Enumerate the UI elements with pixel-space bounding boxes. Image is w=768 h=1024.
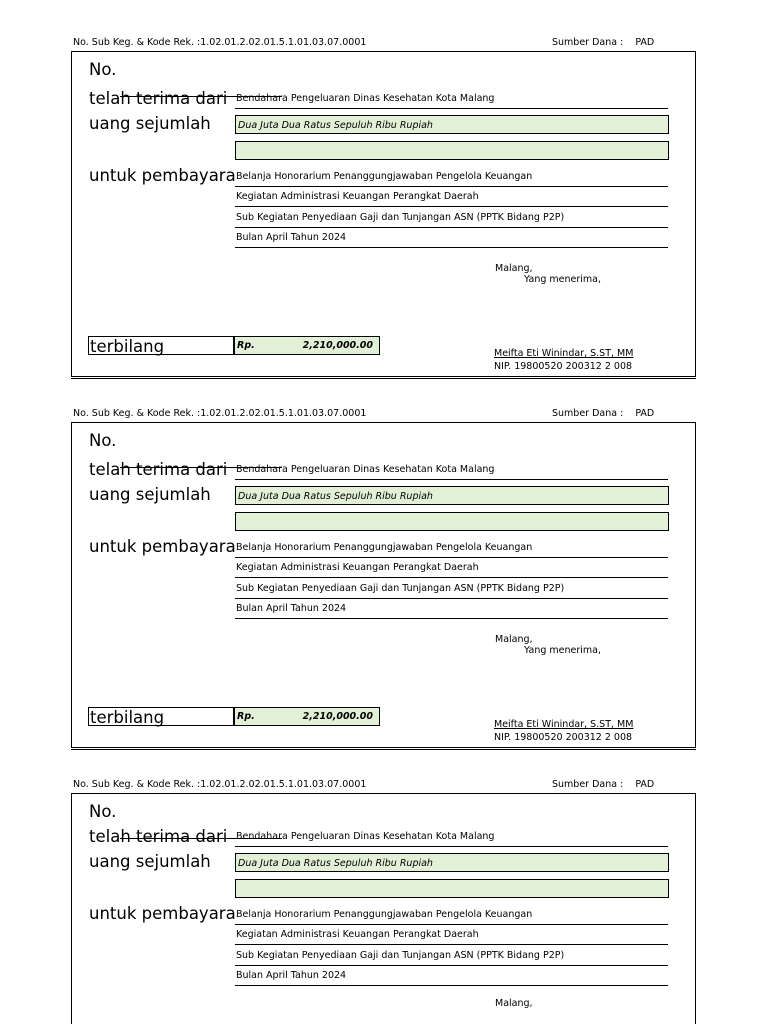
amount-box [234, 707, 380, 726]
label-untuk-pembayaran: untuk pembayara [89, 166, 236, 185]
receipt-2 [0, 408, 768, 779]
currency-label: Rp. [237, 711, 255, 722]
pembayaran-line-2: Kegiatan Administrasi Keuangan Perangkat Daerah [235, 187, 668, 207]
sumber-dana-label: Sumber Dana : [552, 408, 624, 419]
signature-place: Malang, [495, 634, 533, 645]
signature-place: Malang, [495, 998, 533, 1009]
pembayaran-line-2: Kegiatan Administrasi Keuangan Perangkat Daerah [235, 925, 668, 945]
label-no: No. [89, 60, 117, 79]
label-telah-terima: telah terima dari [89, 460, 228, 479]
sumber-dana [552, 408, 654, 419]
jumlah-huruf-field: Dua Juta Dua Ratus Sepuluh Ribu Rupiah [235, 115, 669, 134]
penerima-dari-field: Bendahara Pengeluaran Dinas Kesehatan Kota Malang [235, 89, 668, 109]
label-uang-sejumlah: uang sejumlah [89, 852, 211, 871]
jumlah-huruf-field: Dua Juta Dua Ratus Sepuluh Ribu Rupiah [235, 486, 669, 505]
label-untuk-pembayaran: untuk pembayara [89, 904, 236, 923]
sumber-dana [552, 779, 654, 790]
sumber-dana-value: PAD [635, 37, 655, 48]
signature-nip: NIP. 19800520 200312 2 008 [494, 732, 633, 743]
kode-rekening: No. Sub Keg. & Kode Rek. :1.02.01.2.02.01.5.1.01.03.07.0001 [73, 779, 367, 790]
signature-role: Yang menerima, [524, 645, 601, 656]
pembayaran-line-4: Bulan April Tahun 2024 [235, 228, 668, 248]
jumlah-huruf-field-2 [235, 141, 669, 160]
sumber-dana [552, 37, 654, 48]
pembayaran-line-1: Belanja Honorarium Penanggungjawaban Pengelola Keuangan [235, 905, 668, 925]
receipt-box [71, 422, 696, 748]
penerima-dari-field: Bendahara Pengeluaran Dinas Kesehatan Kota Malang [235, 827, 668, 847]
receipt-box [71, 51, 696, 377]
sumber-dana-value: PAD [635, 408, 655, 419]
amount-box [234, 336, 380, 355]
pembayaran-line-3: Sub Kegiatan Penyediaan Gaji dan Tunjangan ASN (PPTK Bidang P2P) [235, 579, 668, 599]
currency-label: Rp. [237, 340, 255, 351]
jumlah-huruf-field-2 [235, 512, 669, 531]
receipt-1 [0, 37, 768, 408]
jumlah-huruf-field-2 [235, 879, 669, 898]
label-uang-sejumlah: uang sejumlah [89, 485, 211, 504]
kode-rekening: No. Sub Keg. & Kode Rek. :1.02.01.2.02.01.5.1.01.03.07.0001 [73, 37, 367, 48]
pembayaran-line-1: Belanja Honorarium Penanggungjawaban Pengelola Keuangan [235, 538, 668, 558]
pembayaran-line-3: Sub Kegiatan Penyediaan Gaji dan Tunjangan ASN (PPTK Bidang P2P) [235, 208, 668, 228]
pembayaran-line-1: Belanja Honorarium Penanggungjawaban Pengelola Keuangan [235, 167, 668, 187]
sumber-dana-value: PAD [635, 779, 655, 790]
signature-role: Yang menerima, [524, 274, 601, 285]
signature-name: Meifta Eti Winindar, S.ST, MM [494, 348, 634, 359]
receipt-3 [0, 779, 768, 1024]
amount-value: 2,210,000.00 [302, 340, 373, 351]
signature-name: Meifta Eti Winindar, S.ST, MM [494, 719, 634, 730]
pembayaran-line-4: Bulan April Tahun 2024 [235, 599, 668, 619]
penerima-dari-field: Bendahara Pengeluaran Dinas Kesehatan Kota Malang [235, 460, 668, 480]
pembayaran-line-2: Kegiatan Administrasi Keuangan Perangkat Daerah [235, 558, 668, 578]
pembayaran-line-3: Sub Kegiatan Penyediaan Gaji dan Tunjangan ASN (PPTK Bidang P2P) [235, 946, 668, 966]
receipt-box [71, 793, 696, 1024]
label-terbilang: terbilang [88, 707, 234, 726]
sumber-dana-label: Sumber Dana : [552, 779, 624, 790]
signature-nip: NIP. 19800520 200312 2 008 [494, 361, 633, 372]
signature-place: Malang, [495, 263, 533, 274]
receipt-separator [71, 378, 696, 379]
label-terbilang: terbilang [88, 336, 234, 355]
pembayaran-line-4: Bulan April Tahun 2024 [235, 966, 668, 986]
label-untuk-pembayaran: untuk pembayara [89, 537, 236, 556]
receipt-separator [71, 749, 696, 750]
label-uang-sejumlah: uang sejumlah [89, 114, 211, 133]
label-telah-terima: telah terima dari [89, 89, 228, 108]
label-no: No. [89, 802, 117, 821]
label-no: No. [89, 431, 117, 450]
kode-rekening: No. Sub Keg. & Kode Rek. :1.02.01.2.02.01.5.1.01.03.07.0001 [73, 408, 367, 419]
amount-value: 2,210,000.00 [302, 711, 373, 722]
label-telah-terima: telah terima dari [89, 827, 228, 846]
sumber-dana-label: Sumber Dana : [552, 37, 624, 48]
jumlah-huruf-field: Dua Juta Dua Ratus Sepuluh Ribu Rupiah [235, 853, 669, 872]
